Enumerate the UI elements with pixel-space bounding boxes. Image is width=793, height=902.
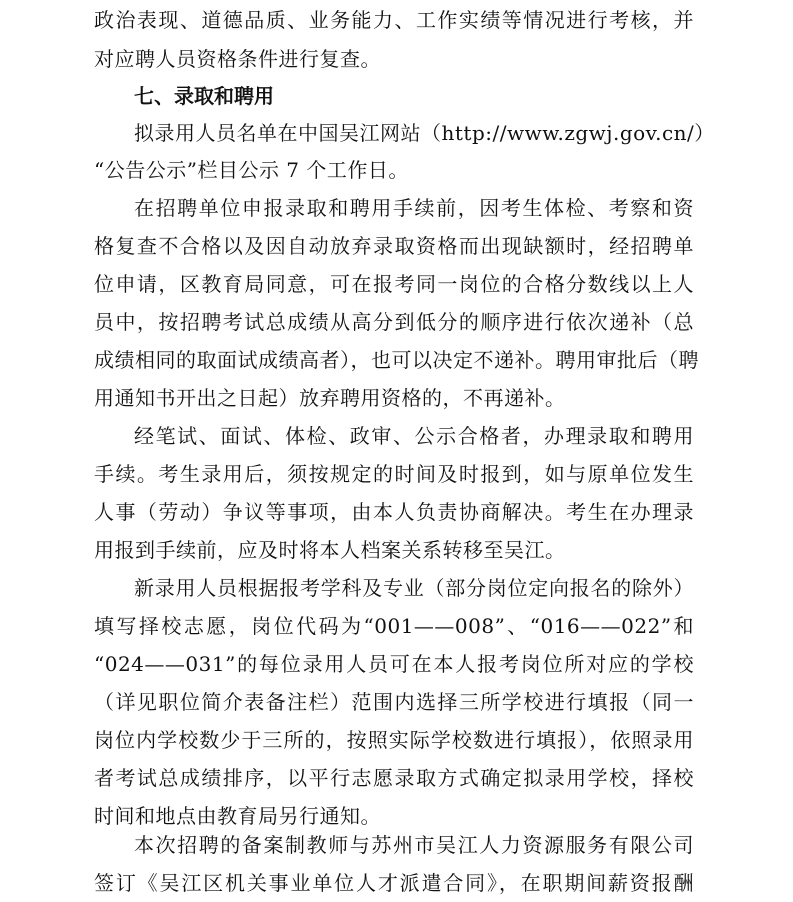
paragraph-line: 经笔试、面试、体检、政审、公示合格者，办理录取和聘用	[134, 424, 694, 448]
paragraph-line: 在招聘单位申报录取和聘用手续前，因考生体检、考察和资	[134, 196, 694, 220]
paragraph-line: 手续。考生录用后，须按规定的时间及时报到，如与原单位发生	[94, 462, 694, 486]
paragraph-line: （详见职位简介表备注栏）范围内选择三所学校进行填报（同一	[94, 690, 694, 714]
paragraph-line: 签订《吴江区机关事业单位人才派遣合同》，在职期间薪资报酬	[94, 871, 694, 895]
paragraph-line: 人事（劳动）争议等事项，由本人负责协商解决。考生在办理录	[94, 500, 694, 524]
paragraph-line: 新录用人员根据报考学科及专业（部分岗位定向报名的除外）	[134, 576, 694, 600]
paragraph-line: 填写择校志愿，岗位代码为“001——008”、“016——022”和	[94, 614, 694, 638]
paragraph-line: 位申请，区教育局同意，可在报考同一岗位的合格分数线以上人	[94, 272, 694, 296]
paragraph-line: 时间和地点由教育局另行通知。	[94, 804, 381, 828]
paragraph-line: 员中，按招聘考试总成绩从高分到低分的顺序进行依次递补（总	[94, 310, 694, 334]
paragraph-line: 格复查不合格以及因自动放弃录取资格而出现缺额时，经招聘单	[94, 234, 694, 258]
paragraph-line: 对应聘人员资格条件进行复查。	[94, 47, 381, 71]
section-heading: 七、录取和聘用	[134, 84, 274, 108]
paragraph-line: 拟录用人员名单在中国吴江网站（http://www.zgwj.gov.cn/）	[134, 121, 715, 145]
paragraph-line: 者考试总成绩排序，以平行志愿录取方式确定拟录用学校，择校	[94, 766, 694, 790]
paragraph-line: 岗位内学校数少于三所的，按照实际学校数进行填报），依照录用	[94, 728, 694, 752]
paragraph-line: 用报到手续前，应及时将本人档案关系转移至吴江。	[94, 538, 566, 562]
paragraph-line: 本次招聘的备案制教师与苏州市吴江人力资源服务有限公司	[134, 833, 694, 857]
paragraph-line: “024——031”的每位录用人员可在本人报考岗位所对应的学校	[94, 652, 694, 676]
paragraph-line: 政治表现、道德品质、业务能力、工作实绩等情况进行考核，并	[94, 8, 694, 32]
paragraph-line: 用通知书开出之日起）放弃聘用资格的，不再递补。	[94, 386, 566, 410]
paragraph-line: “公告公示”栏目公示 7 个工作日。	[94, 158, 409, 182]
paragraph-line: 成绩相同的取面试成绩高者），也可以决定不递补。聘用审批后（聘	[94, 348, 699, 372]
